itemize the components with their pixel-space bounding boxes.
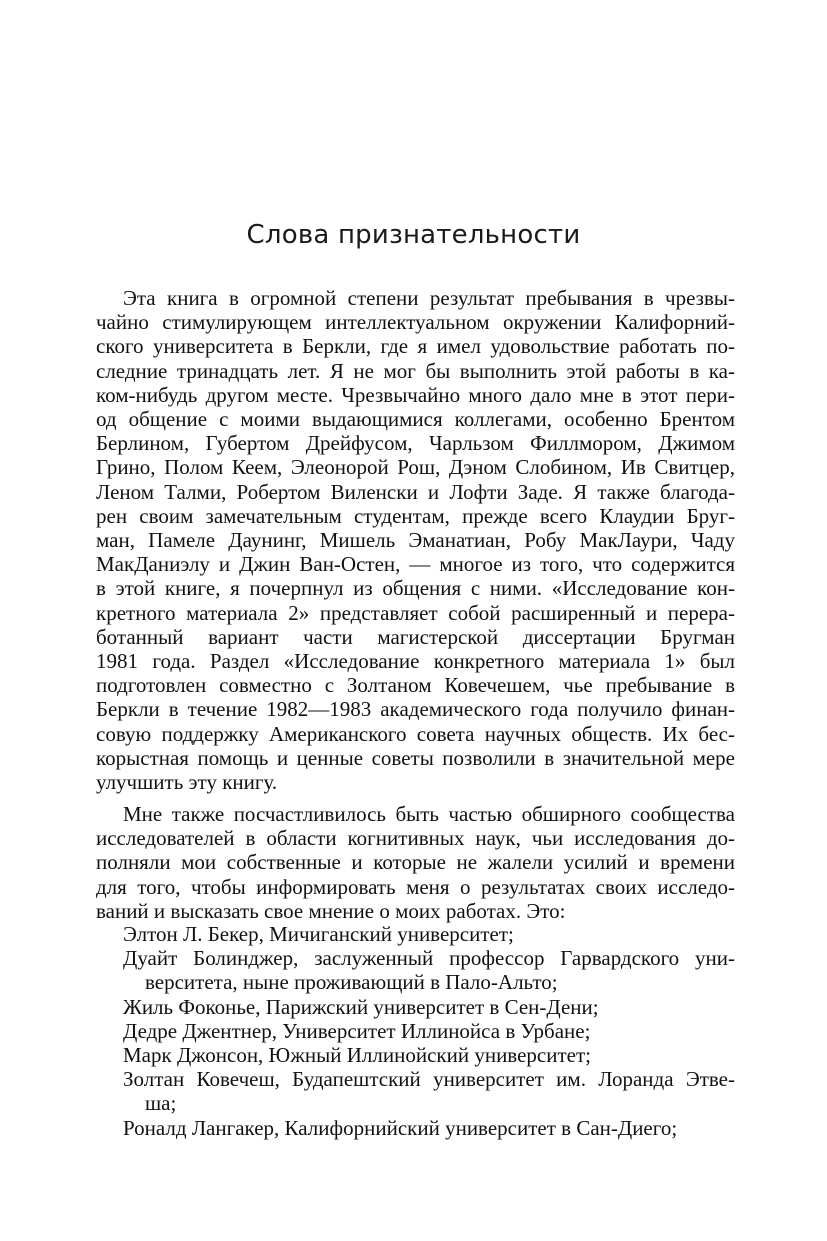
- list-item-line: Золтан Ковечеш, Будапештский университет им. Лоранда Этве-: [123, 1067, 735, 1092]
- text-line: улучшить эту книгу.: [96, 770, 278, 795]
- list-item-line: Жиль Фоконье, Парижский университет в Сен-Дени;: [123, 994, 599, 1019]
- text-line: следние тринадцать лет. Я не мог бы выполнить этой работы в ка-: [96, 358, 735, 383]
- list-item: [123, 1067, 735, 1115]
- text-line: полняли мои собственные и которые не жалели усилий и времени: [96, 850, 735, 875]
- text-line: ботанный вариант части магистерской диссертации Бругман: [96, 624, 735, 649]
- text-line: чайно стимулирующем интеллектуальном окружении Калифорний-: [96, 310, 735, 335]
- text-line: Мне также посчастливилось быть частью обширного сообщества: [123, 802, 735, 826]
- text-line: в этой книге, я почерпнул из общения с ними. «Исследование кон-: [96, 576, 735, 601]
- paragraph-1-body: [96, 286, 735, 794]
- paragraph-1: [96, 286, 735, 794]
- text-line: Беркли в течение 1982—1983 академического года получило финан-: [96, 697, 735, 722]
- text-line: исследователей в области когнитивных наук, чьи исследования до-: [96, 826, 735, 851]
- list-item: [123, 1043, 735, 1067]
- list-item-line: верситета, ныне проживающий в Пало-Альто;: [145, 970, 558, 995]
- text-line: Берлином, Губертом Дрейфусом, Чарльзом Филлмором, Джимом: [96, 431, 735, 456]
- list-item-line: Роналд Лангакер, Калифорнийский университет в Сан-Диего;: [123, 1115, 678, 1140]
- list-item: [123, 1116, 735, 1140]
- text-line: од общение с моими выдающимися коллегами, особенно Брентом: [96, 407, 735, 432]
- text-line: рен своим замечательным студентам, прежде всего Клаудии Бруг-: [96, 503, 735, 528]
- list-item-line: ша;: [145, 1091, 177, 1116]
- list-item: [123, 995, 735, 1019]
- page-title: Слова признательности: [246, 220, 581, 250]
- text-line: Леном Талми, Робертом Виленски и Лофти Заде. Я также благода-: [96, 479, 735, 504]
- text-line: ваний и высказать свое мнение о моих работах. Это:: [96, 898, 566, 923]
- text-line: ского университета в Беркли, где я имел удовольствие работать по-: [96, 334, 735, 359]
- text-line: ман, Памеле Даунинг, Мишель Эманатиан, Робу МакЛаури, Чаду: [96, 528, 735, 553]
- text-line: корыстная помощь и ценные советы позволили в значительной мере: [96, 745, 735, 770]
- text-line: Эта книга в огромной степени результат пребывания в чрезвы-: [123, 286, 735, 310]
- list-item-line: Марк Джонсон, Южный Иллинойский университет;: [123, 1043, 591, 1068]
- list-item: [123, 946, 735, 994]
- text-line: совую поддержку Американского совета научных обществ. Их бес-: [96, 721, 735, 746]
- text-line: кретного материала 2» представляет собой расширенный и перера-: [96, 600, 735, 625]
- paragraph-2-body: [96, 802, 735, 923]
- text-line: ком-нибудь другом месте. Чрезвычайно много дало мне в этот пери-: [96, 382, 735, 407]
- list-item-line: Дедре Джентнер, Университет Иллинойса в Урбане;: [123, 1018, 591, 1043]
- list-item-line: Дуайт Болинджер, заслуженный профессор Гарвардского уни-: [123, 946, 735, 971]
- list-item-line: Элтон Л. Бекер, Мичиганский университет;: [123, 922, 514, 946]
- text-line: Грино, Полом Кеем, Элеонорой Рош, Дэном Слобином, Ив Свитцер,: [96, 455, 735, 480]
- text-line: для того, чтобы информировать меня о результатах своих исследо-: [96, 874, 735, 899]
- paragraph-2: [96, 802, 735, 923]
- contributors-list: [123, 922, 735, 1140]
- text-line: подготовлен совместно с Золтаном Ковечешем, чье пребывание в: [96, 673, 735, 698]
- list-item: [123, 922, 735, 946]
- text-line: 1981 года. Раздел «Исследование конкретного материала 1» был: [96, 649, 735, 674]
- list-item: [123, 1019, 735, 1043]
- text-line: МакДаниэлу и Джин Ван-Остен, — многое из того, что содержится: [96, 552, 735, 577]
